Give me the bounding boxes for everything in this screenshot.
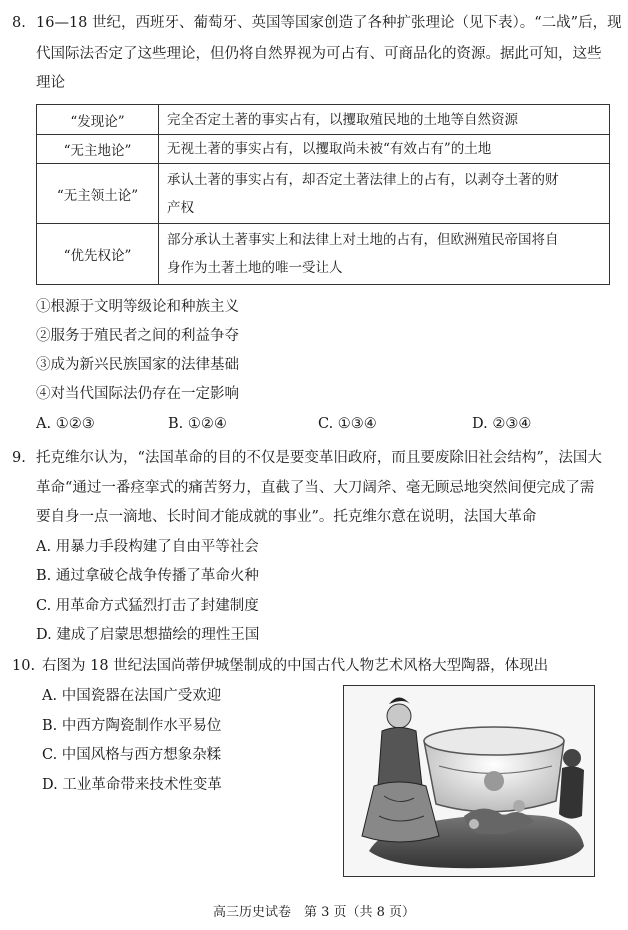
option-a: A. ①②③: [36, 416, 95, 432]
porcelain-sculpture-image: [344, 686, 594, 876]
statement-3: ③成为新兴民族国家的法律基础: [36, 357, 239, 373]
question-10-stem: 右图为 18 世纪法国尚蒂伊城堡制成的中国古代人物艺术风格大型陶器，体现出: [42, 658, 549, 674]
question-10-number: 10.: [12, 658, 36, 674]
table-row: [37, 224, 610, 285]
porcelain-sculpture-photo: [343, 685, 595, 877]
theory-name: “发现论”: [37, 105, 159, 135]
question-10-option-a: A. 中国瓷器在法国广受欢迎: [42, 688, 222, 704]
option-b: B. ①②④: [168, 416, 227, 432]
page-footer: 高三历史试卷 第 3 页（共 8 页）: [212, 905, 416, 920]
question-9-number: 9.: [12, 450, 26, 466]
theory-description-line: 身作为土著土地的唯一受让人: [167, 260, 343, 276]
statement-1: ①根源于文明等级论和种族主义: [36, 299, 239, 315]
table-row: [37, 105, 610, 135]
theory-description-line: 产权: [167, 199, 194, 216]
theory-description-line: 承认土著的事实占有，却否定土著法律上的占有，以剥夺土著的财: [167, 171, 559, 188]
question-9-option-b: B. 通过拿破仑战争传播了革命火种: [36, 568, 259, 584]
theory-description-line: 部分承认土著事实上和法律上对土地的占有，但欧洲殖民帝国将自: [167, 232, 559, 248]
table-row: [37, 164, 610, 224]
theory-description: [159, 224, 610, 285]
question-10-option-b: B. 中西方陶瓷制作水平易位: [42, 718, 222, 734]
statement-2: ②服务于殖民者之间的利益争夺: [36, 328, 239, 344]
question-8-stem-line-3: 理论: [36, 75, 65, 91]
question-10-option-d: D. 工业革命带来技术性变革: [42, 777, 222, 793]
question-9-option-a: A. 用暴力手段构建了自由平等社会: [36, 539, 259, 555]
theory-description: [159, 105, 610, 135]
theories-table: [36, 104, 610, 285]
question-9-stem-line-2: 革命“通过一番痉挛式的痛苦努力，直截了当、大刀阔斧、毫无顾忌地突然间便完成了需: [36, 480, 595, 496]
theory-name: “优先权论”: [37, 224, 159, 285]
question-8-stem-line-1: 16—18 世纪，西班牙、葡萄牙、英国等国家创造了各种扩张理论（见下表）。“二战”后，现: [36, 15, 622, 31]
theory-description-line: 无视土著的事实占有，以攫取尚未被“有效占有”的土地: [167, 141, 492, 157]
theory-name: “无主领土论”: [37, 164, 159, 224]
statement-4: ④对当代国际法仍存在一定影响: [36, 386, 239, 402]
option-d: D. ②③④: [472, 416, 532, 432]
theory-name: “无主地论”: [37, 135, 159, 164]
question-9-stem-line-1: 托克维尔认为，“法国革命的目的不仅是要变革旧政府，而且要废除旧社会结构”，法国大: [36, 450, 602, 466]
question-9-option-c: C. 用革命方式猛烈打击了封建制度: [36, 598, 259, 614]
option-c: C. ①③④: [318, 416, 377, 432]
theory-description-line: 完全否定土著的事实占有，以攫取殖民地的土地等自然资源: [167, 111, 518, 128]
theory-description: [159, 135, 610, 164]
question-8-number: 8.: [12, 15, 26, 31]
table-row: [37, 135, 610, 164]
question-10-option-c: C. 中国风格与西方想象杂糅: [42, 747, 222, 763]
question-8-stem-line-2: 代国际法否定了这些理论，但仍将自然界视为可占有、可商品化的资源。据此可知，这些: [36, 46, 602, 62]
question-9-option-d: D. 建成了启蒙思想描绘的理性王国: [36, 627, 260, 643]
question-9-stem-line-3: 要自身一点一滴地、长时间才能成就的事业”。托克维尔意在说明，法国大革命: [36, 509, 537, 525]
theory-description: [159, 164, 610, 224]
